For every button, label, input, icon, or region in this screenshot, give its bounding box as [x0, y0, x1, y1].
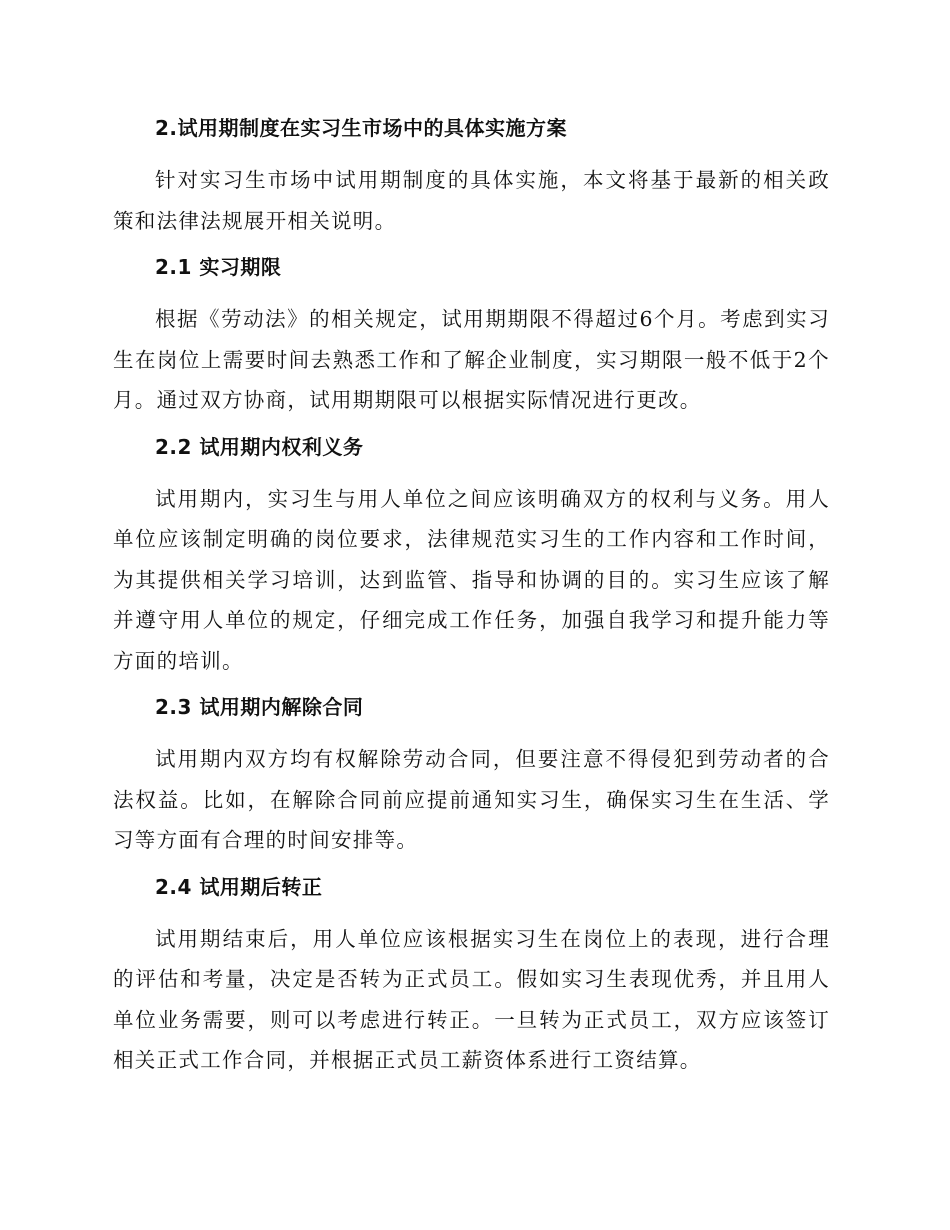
- section-paragraph-2-4: 试用期结束后，用人单位应该根据实习生在岗位上的表现，进行合理的评估和考量，决定是否转为正式员工。假如实习生表现优秀，并且用人单位业务需要，则可以考虑进行转正。一旦转为正式员工，双方应该签订相关正式工作合同，并根据正式员工薪资体系进行工资结算。: [113, 926, 830, 1072]
- section-paragraph-2-2: 试用期内，实习生与用人单位之间应该明确双方的权利与义务。用人单位应该制定明确的岗位要求，法律规范实习生的工作内容和工作时间，为其提供相关学习培训，达到监管、指导和协调的目的。实习生应该了解并遵守用人单位的规定，仔细完成工作任务，加强自我学习和提升能力等方面的培训。: [113, 486, 830, 673]
- section-heading-2-2: 2.2 试用期内权利义务: [155, 434, 364, 459]
- section-heading-2-3: 2.3 试用期内解除合同: [155, 695, 364, 719]
- section-heading-2-1: 2.1 实习期限: [155, 255, 282, 279]
- main-heading: 2.试用期制度在实习生市场中的具体实施方案: [155, 116, 568, 140]
- section-paragraph-2-3: 试用期内双方均有权解除劳动合同，但要注意不得侵犯到劳动者的合法权益。比如，在解除合同前应提前通知实习生，确保实习生在生活、学习等方面有合理的时间安排等。: [113, 747, 830, 852]
- section-heading-2-4: 2.4 试用期后转正: [155, 874, 323, 899]
- intro-paragraph: 针对实习生市场中试用期制度的具体实施，本文将基于最新的相关政策和法律法规展开相关说明。: [113, 168, 830, 233]
- section-paragraph-2-1: 根据《劳动法》的相关规定，试用期期限不得超过6个月。考虑到实习生在岗位上需要时间去熟悉工作和了解企业制度，实习期限一般不低于2个月。通过双方协商，试用期期限可以根据实际情况进行更改。: [113, 307, 830, 412]
